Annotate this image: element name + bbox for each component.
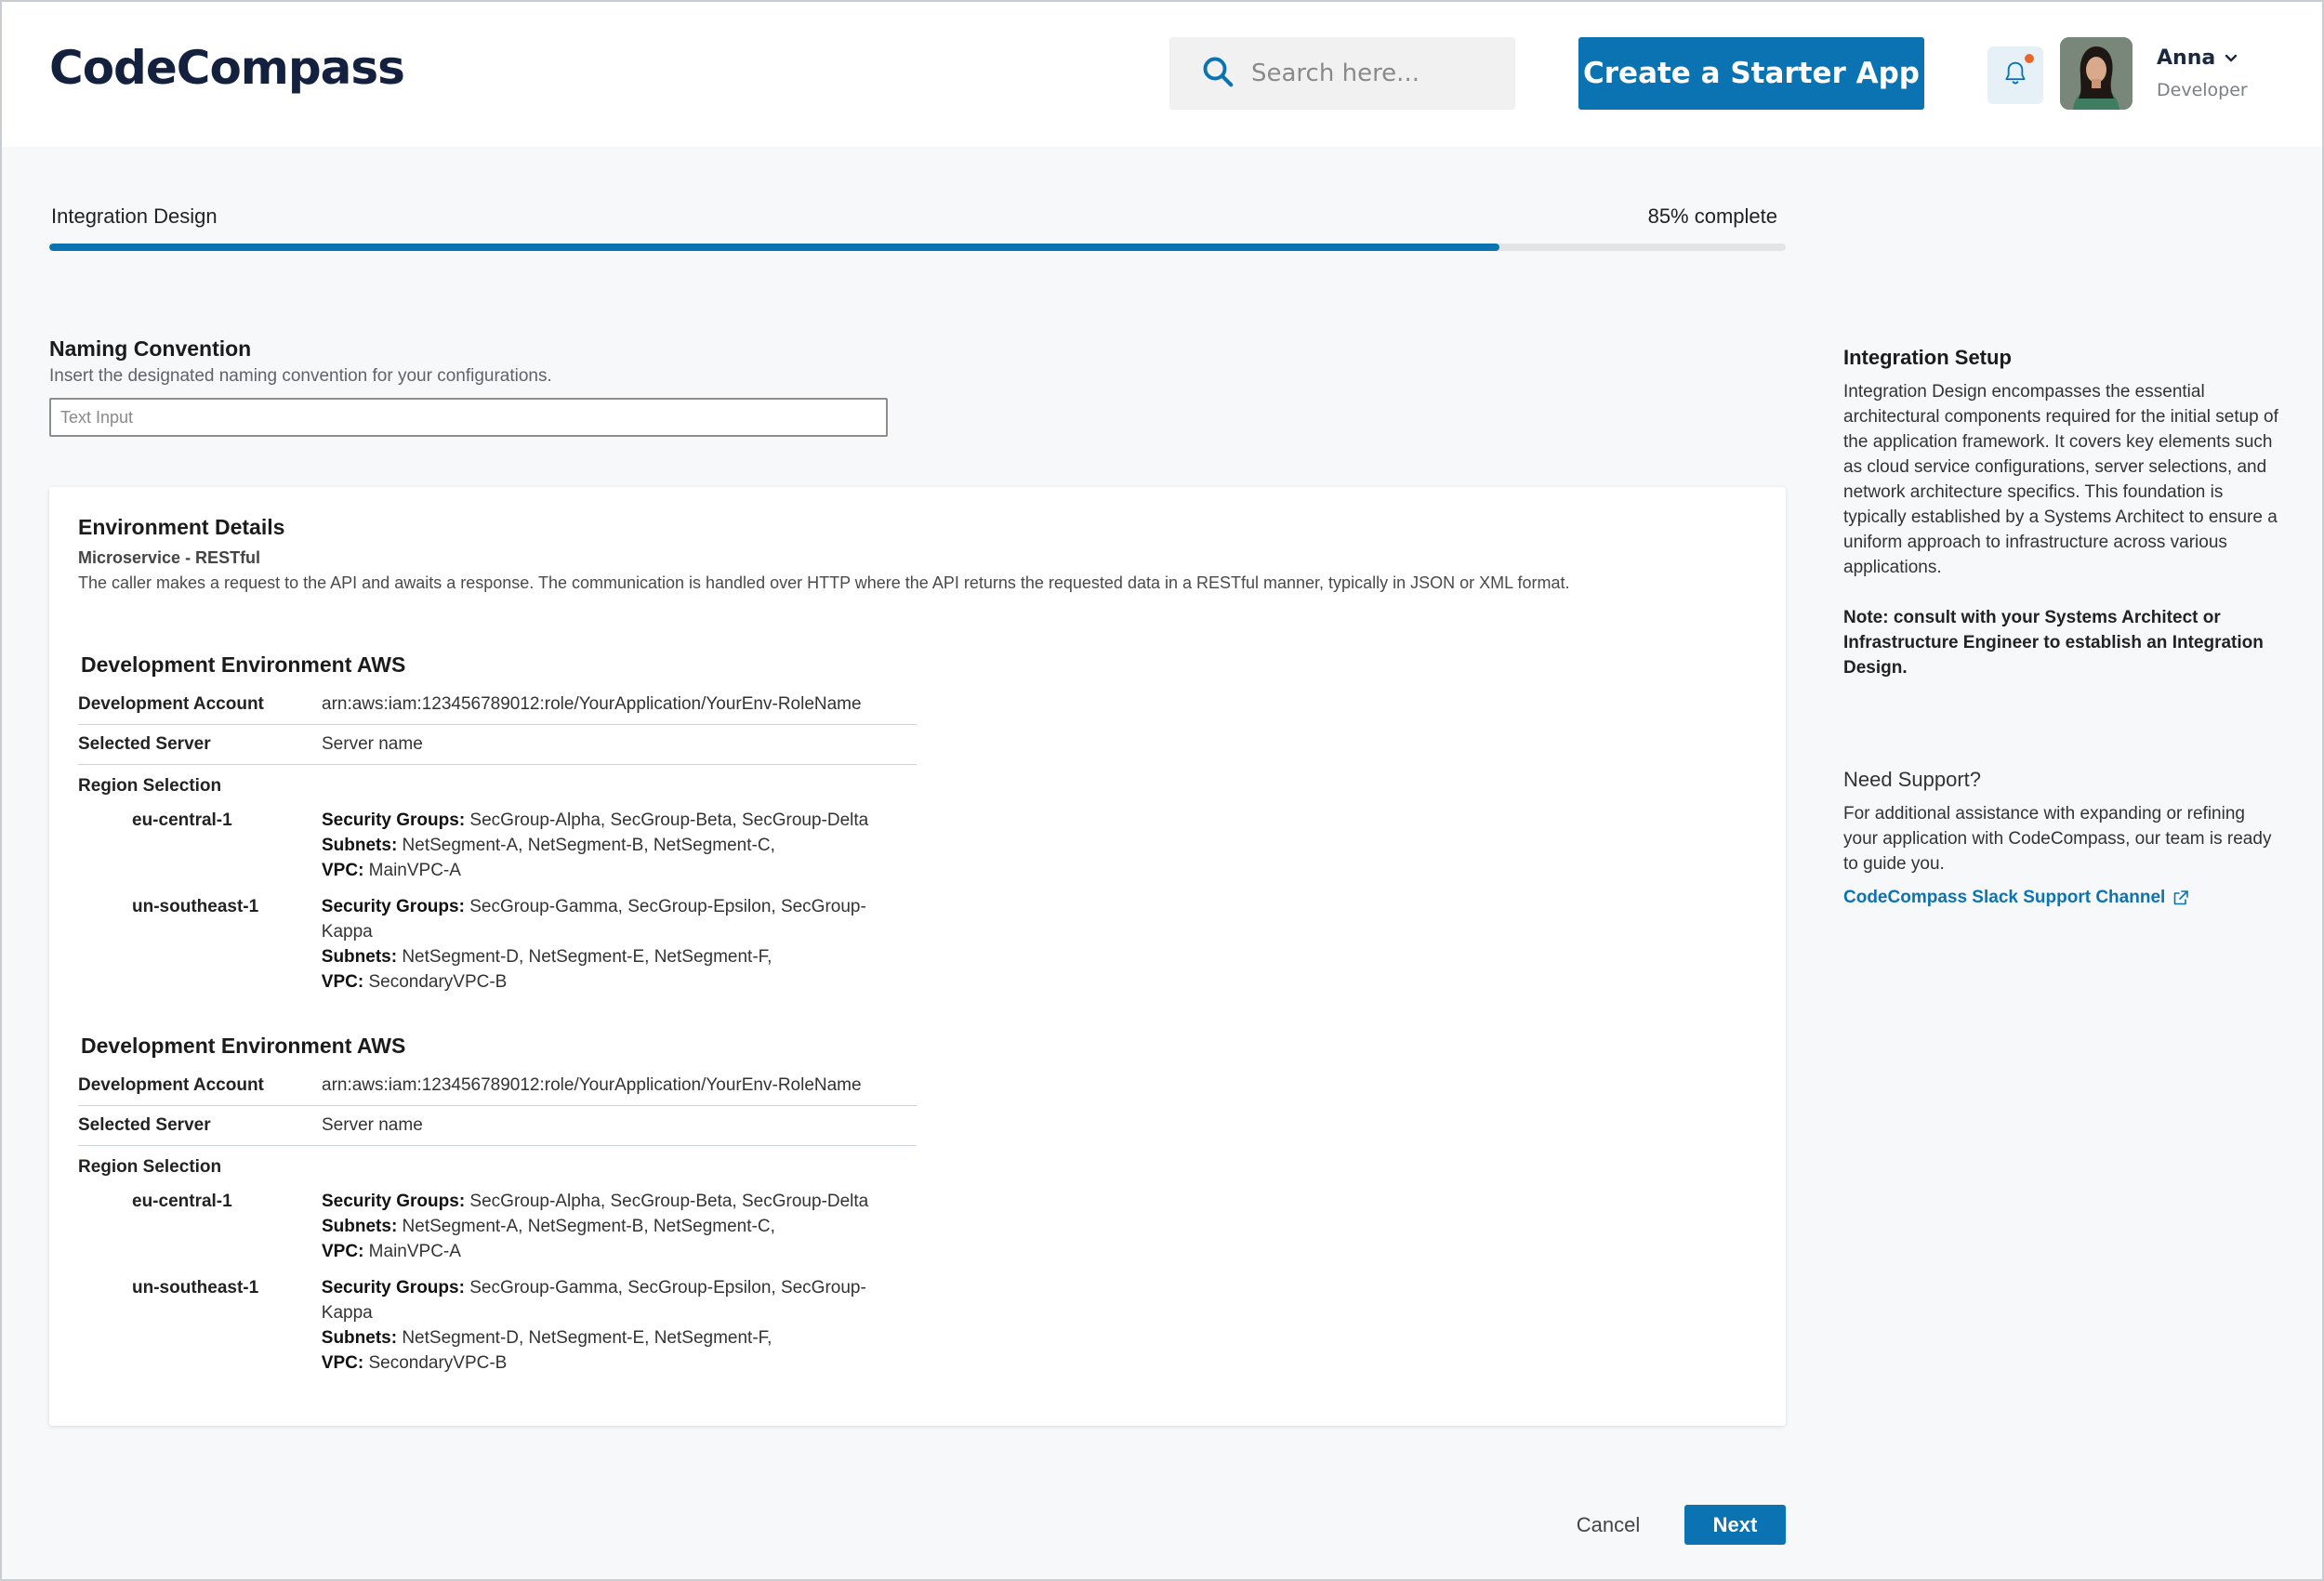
selected-server-label: Selected Server [78,1115,211,1135]
security-groups-value: SecGroup-Alpha, SecGroup-Beta, SecGroup-Delta [465,1192,869,1211]
slack-support-link[interactable] [1843,888,2189,908]
region-details [322,808,868,883]
security-groups-label: Security Groups: [322,1192,466,1211]
subnets-value: NetSegment-A, NetSegment-B, NetSegment-C, [397,1217,775,1236]
selected-server-value: Server name [322,1115,423,1135]
progress-label: Integration Design [51,204,218,228]
vpc-label: VPC: [322,1242,364,1261]
subnets-label: Subnets: [321,947,398,967]
integration-setup-title: Integration Setup [1843,346,2012,369]
region-name: un-southeast-1 [132,1278,259,1298]
development-account-label: Development Account [78,1075,264,1095]
notification-dot [2025,54,2034,63]
top-header [0,0,2324,147]
vpc-value: SecondaryVPC-B [363,972,508,992]
region-name: eu-central-1 [132,810,232,830]
support-panel [1843,768,2280,908]
notifications-button[interactable] [1987,46,2043,104]
bell-icon [2000,58,2030,94]
region-item [78,1189,917,1264]
external-link-icon [2172,889,2189,906]
search-box[interactable] [1169,37,1515,110]
chevron-down-icon[interactable] [2223,50,2239,67]
development-account-value: arn:aws:iam:123456789012:role/YourApplication/YourEnv-RoleName [322,1075,862,1095]
region-selection-label: Region Selection [78,776,222,796]
vpc-value: MainVPC-A [363,1242,461,1261]
slack-support-link-label: CodeCompass Slack Support Channel [1843,888,2166,907]
security-groups-value: SecGroup-Gamma, SecGroup-Epsilon, SecGroup-Kappa [321,1278,866,1323]
region-selection-label: Region Selection [78,1157,222,1177]
vpc-label: VPC: [321,972,364,992]
development-account-value: arn:aws:iam:123456789012:role/YourApplication/YourEnv-RoleName [322,694,862,714]
vpc-value: MainVPC-A [363,861,461,880]
vpc-value: SecondaryVPC-B [363,1353,508,1373]
security-groups-label: Security Groups: [321,897,465,916]
search-input[interactable] [1251,59,1502,87]
region-details [322,1189,868,1264]
development-account-row [78,1066,917,1106]
subnets-label: Subnets: [321,1328,398,1348]
create-starter-app-button[interactable]: Create a Starter App [1578,37,1924,110]
naming-convention-title: Naming Convention [49,336,252,361]
naming-convention-subtitle: Insert the designated naming convention for your configurations. [49,366,552,386]
region-details [322,1275,917,1376]
environment-details-card [49,487,1786,1426]
vpc-label: VPC: [321,1353,364,1373]
environment-title: Development Environment AWS [81,1034,406,1058]
environment-section [78,1034,917,1376]
environment-description: The caller makes a request to the API and awaits a response. The communication is handled over HTTP where the API returns the requested data in a RESTful manner, typically in JSON or XML format. [78,573,1570,592]
naming-convention-input[interactable] [49,398,888,437]
environment-title: Development Environment AWS [81,652,406,677]
cancel-button[interactable]: Cancel [1562,1506,1655,1545]
integration-setup-panel [1843,346,2280,680]
subnets-value: NetSegment-D, NetSegment-E, NetSegment-F, [397,1328,772,1348]
region-name: un-southeast-1 [132,897,259,916]
security-groups-label: Security Groups: [322,810,466,830]
user-role: Developer [2157,80,2248,100]
environment-details-title: Environment Details [78,515,285,539]
next-button[interactable]: Next [1684,1505,1786,1545]
need-support-text: For additional assistance with expanding or refining your application with CodeCompass, our team is ready to guide you. [1843,804,2272,874]
progress-percent: 85% complete [1647,204,1777,228]
region-details [322,894,917,995]
subnets-value: NetSegment-D, NetSegment-E, NetSegment-F, [397,947,772,967]
avatar[interactable] [2060,37,2133,110]
integration-setup-text: Integration Design encompasses the essential architectural components required for the initial setup of the application framework. It covers key elements such as cloud service configurations, server selections, and network architecture specifics. This foundation is typically established by a Systems Architect to ensure a uniform approach to infrastructure across various applications. [1843,382,2278,577]
progress-fill [49,244,1499,251]
selected-server-row [78,1106,917,1146]
subnets-label: Subnets: [322,1217,398,1236]
environment-section [78,652,917,995]
subnets-label: Subnets: [322,836,398,855]
development-account-label: Development Account [78,694,264,714]
selected-server-value: Server name [322,734,423,754]
need-support-title: Need Support? [1843,768,1981,791]
integration-setup-note: Note: consult with your Systems Architect or Infrastructure Engineer to establish an Integration Design. [1843,608,2264,678]
security-groups-value: SecGroup-Gamma, SecGroup-Epsilon, SecGroup-Kappa [321,897,866,942]
progress-bar [49,244,1786,251]
development-account-row [78,685,917,725]
region-item [78,1275,917,1376]
user-name[interactable]: Anna [2157,46,2216,70]
search-icon [1201,55,1235,93]
region-item [78,808,917,883]
vpc-label: VPC: [322,861,364,880]
app-logo[interactable]: CodeCompass [49,41,404,95]
region-name: eu-central-1 [132,1192,232,1211]
selected-server-row [78,725,917,765]
environment-type: Microservice - RESTful [78,548,261,567]
subnets-value: NetSegment-A, NetSegment-B, NetSegment-C, [397,836,775,855]
region-item [78,894,917,995]
security-groups-value: SecGroup-Alpha, SecGroup-Beta, SecGroup-Delta [465,810,869,830]
selected-server-label: Selected Server [78,734,211,754]
security-groups-label: Security Groups: [321,1278,465,1298]
